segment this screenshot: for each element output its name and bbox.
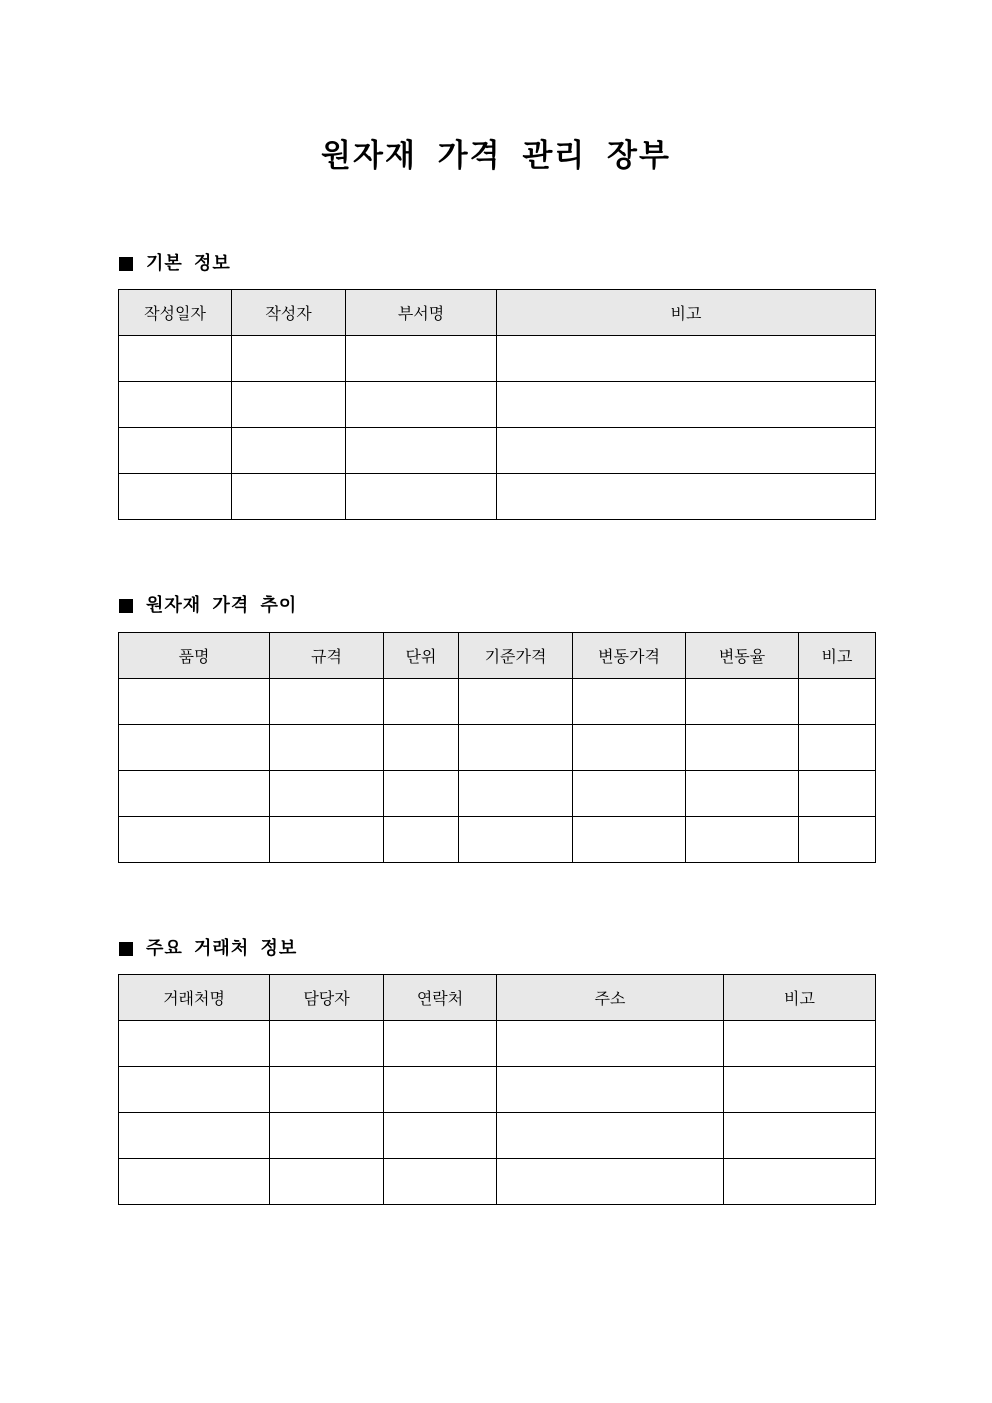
table-cell[interactable] [573, 817, 686, 863]
price-trend-table [118, 632, 876, 863]
table-cell[interactable] [497, 474, 876, 520]
table-cell[interactable] [384, 1021, 497, 1067]
section-heading-basic-info [119, 252, 231, 276]
suppliers-table [118, 974, 876, 1205]
table-cell[interactable] [497, 1159, 724, 1205]
square-bullet-icon [119, 257, 133, 271]
table-cell[interactable] [119, 474, 232, 520]
table-cell[interactable] [119, 771, 270, 817]
table-header-row [119, 633, 876, 679]
table-cell[interactable] [497, 382, 876, 428]
table-cell[interactable] [119, 1067, 270, 1113]
table-cell[interactable] [724, 1021, 876, 1067]
square-bullet-icon [119, 599, 133, 613]
section-heading-suppliers [119, 937, 297, 961]
table-cell[interactable] [384, 1067, 497, 1113]
table-row [119, 336, 876, 382]
table-cell[interactable] [270, 817, 384, 863]
table-cell[interactable] [119, 817, 270, 863]
column-header-change-rate: 변동율 [686, 633, 799, 679]
table-cell[interactable] [270, 771, 384, 817]
table-cell[interactable] [232, 336, 346, 382]
column-header-base-price: 기준가격 [459, 633, 573, 679]
table-cell[interactable] [724, 1113, 876, 1159]
table-row [119, 474, 876, 520]
column-header-supplier-name: 거래처명 [119, 975, 270, 1021]
table-cell[interactable] [384, 1113, 497, 1159]
table-cell[interactable] [686, 817, 799, 863]
table-cell[interactable] [573, 679, 686, 725]
section-title: 기본 정보 [146, 253, 231, 274]
table-cell[interactable] [459, 725, 573, 771]
table-cell[interactable] [232, 428, 346, 474]
table-cell[interactable] [384, 817, 459, 863]
table-cell[interactable] [119, 1021, 270, 1067]
table-cell[interactable] [459, 817, 573, 863]
table-row [119, 1159, 876, 1205]
table-cell[interactable] [799, 679, 876, 725]
table-cell[interactable] [497, 1113, 724, 1159]
table-row [119, 771, 876, 817]
basic-info-table [118, 289, 876, 520]
table-cell[interactable] [459, 771, 573, 817]
table-cell[interactable] [270, 1067, 384, 1113]
table-cell[interactable] [384, 1159, 497, 1205]
table-cell[interactable] [686, 725, 799, 771]
table-cell[interactable] [497, 336, 876, 382]
table-cell[interactable] [119, 428, 232, 474]
table-cell[interactable] [459, 679, 573, 725]
table-cell[interactable] [232, 474, 346, 520]
table-cell[interactable] [497, 1021, 724, 1067]
section-title: 원자재 가격 추이 [146, 595, 298, 616]
column-header-date: 작성일자 [119, 290, 232, 336]
column-header-spec: 규격 [270, 633, 384, 679]
table-row [119, 1021, 876, 1067]
section-heading-price-trend [119, 594, 297, 618]
table-cell[interactable] [384, 725, 459, 771]
table-cell[interactable] [270, 679, 384, 725]
table-cell[interactable] [119, 382, 232, 428]
column-header-remarks: 비고 [724, 975, 876, 1021]
table-cell[interactable] [573, 725, 686, 771]
table-cell[interactable] [497, 1067, 724, 1113]
table-cell[interactable] [346, 336, 497, 382]
table-cell[interactable] [270, 1021, 384, 1067]
table-cell[interactable] [270, 1113, 384, 1159]
page-title: 원자재 가격 관리 장부 [321, 138, 671, 174]
section-title: 주요 거래처 정보 [146, 938, 298, 959]
table-cell[interactable] [270, 725, 384, 771]
column-header-contact-person: 담당자 [270, 975, 384, 1021]
table-cell[interactable] [384, 679, 459, 725]
table-row [119, 679, 876, 725]
table-cell[interactable] [573, 771, 686, 817]
table-cell[interactable] [346, 382, 497, 428]
table-cell[interactable] [686, 771, 799, 817]
column-header-item-name: 품명 [119, 633, 270, 679]
table-cell[interactable] [799, 725, 876, 771]
column-header-phone: 연락처 [384, 975, 497, 1021]
table-row [119, 725, 876, 771]
table-header-row [119, 290, 876, 336]
table-cell[interactable] [119, 1113, 270, 1159]
column-header-remarks: 비고 [497, 290, 876, 336]
table-cell[interactable] [119, 725, 270, 771]
column-header-author: 작성자 [232, 290, 346, 336]
table-row [119, 817, 876, 863]
table-cell[interactable] [799, 817, 876, 863]
table-row [119, 1067, 876, 1113]
table-cell[interactable] [346, 428, 497, 474]
column-header-remarks: 비고 [799, 633, 876, 679]
table-cell[interactable] [119, 679, 270, 725]
table-cell[interactable] [497, 428, 876, 474]
table-cell[interactable] [799, 771, 876, 817]
table-row [119, 428, 876, 474]
table-row [119, 1113, 876, 1159]
table-cell[interactable] [724, 1067, 876, 1113]
column-header-department: 부서명 [346, 290, 497, 336]
square-bullet-icon [119, 942, 133, 956]
table-row [119, 382, 876, 428]
table-cell[interactable] [724, 1159, 876, 1205]
table-cell[interactable] [686, 679, 799, 725]
table-cell[interactable] [232, 382, 346, 428]
table-cell[interactable] [119, 1159, 270, 1205]
column-header-changed-price: 변동가격 [573, 633, 686, 679]
table-header-row [119, 975, 876, 1021]
table-cell[interactable] [119, 336, 232, 382]
table-cell[interactable] [270, 1159, 384, 1205]
column-header-address: 주소 [497, 975, 724, 1021]
column-header-unit: 단위 [384, 633, 459, 679]
table-cell[interactable] [384, 771, 459, 817]
table-cell[interactable] [346, 474, 497, 520]
